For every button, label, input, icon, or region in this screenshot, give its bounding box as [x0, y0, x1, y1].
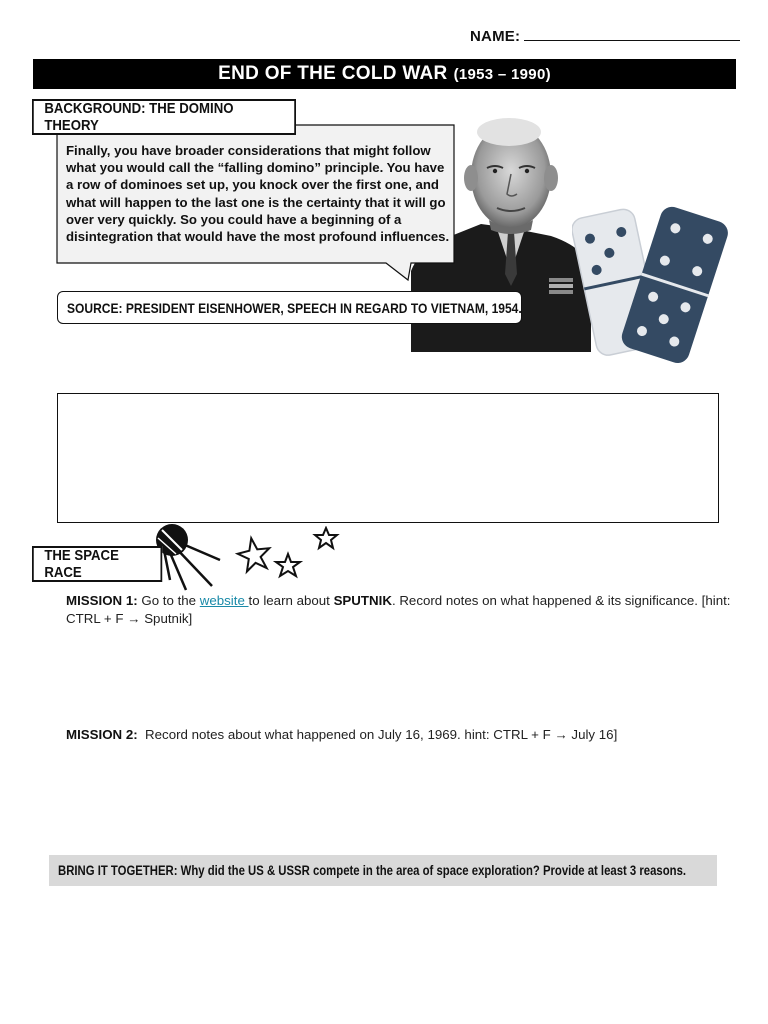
- page-title: [33, 59, 736, 89]
- space-race-label-text: THE SPACE RACE: [44, 547, 119, 581]
- mission-1-pre: Go to the: [137, 593, 200, 608]
- mission-1-post: . Record notes on what happened & its significance. [hint: CTRL + F → Sputnik]: [66, 593, 731, 626]
- background-section-label: [32, 99, 296, 135]
- source-box: [57, 291, 522, 324]
- mission-2: [66, 726, 736, 744]
- mission-1-label: MISSION 1:: [66, 593, 138, 608]
- website-link[interactable]: website: [199, 593, 249, 608]
- bring-it-together: [49, 855, 717, 886]
- source-text: SOURCE: PRESIDENT EISENHOWER, SPEECH IN REGARD TO VIETNAM, 1954.: [67, 299, 522, 316]
- space-race-section-label: [32, 546, 162, 582]
- title-text: END OF THE COLD WAR: [218, 63, 448, 84]
- title-years: (1953 – 1990): [453, 65, 551, 83]
- mission-1-keyword: SPUTNIK: [333, 593, 392, 608]
- name-field[interactable]: [470, 28, 740, 46]
- mission-2-label: MISSION 2:: [66, 727, 138, 742]
- mission-2-text: Record notes about what happened on July 16, 1969. hint: CTRL + F → July 16]: [137, 727, 618, 742]
- stars-icon: [234, 526, 344, 582]
- mission-1-mid: to learn about: [248, 593, 334, 608]
- name-label: NAME:: [470, 28, 521, 45]
- name-blank-line[interactable]: [524, 28, 740, 41]
- dominoes-illustration: [572, 204, 732, 364]
- answer-box[interactable]: [57, 393, 719, 523]
- mission-1: [66, 592, 736, 628]
- bring-it-together-text: BRING IT TOGETHER: Why did the US & USSR compete in the area of space exploration? Provide at least 3 reasons.: [58, 863, 687, 878]
- background-label-text: BACKGROUND: THE DOMINO THEORY: [44, 100, 234, 134]
- eisenhower-quote: Finally, you have broader considerations that might follow what you would call the “falling domino” principle. You have a row of dominoes set up, you knock over the first one, and what will happen to the last one is the certainty that it will go over very quickly. So you could have a beginning of a disintegration that would have the most profound influences.: [66, 143, 450, 245]
